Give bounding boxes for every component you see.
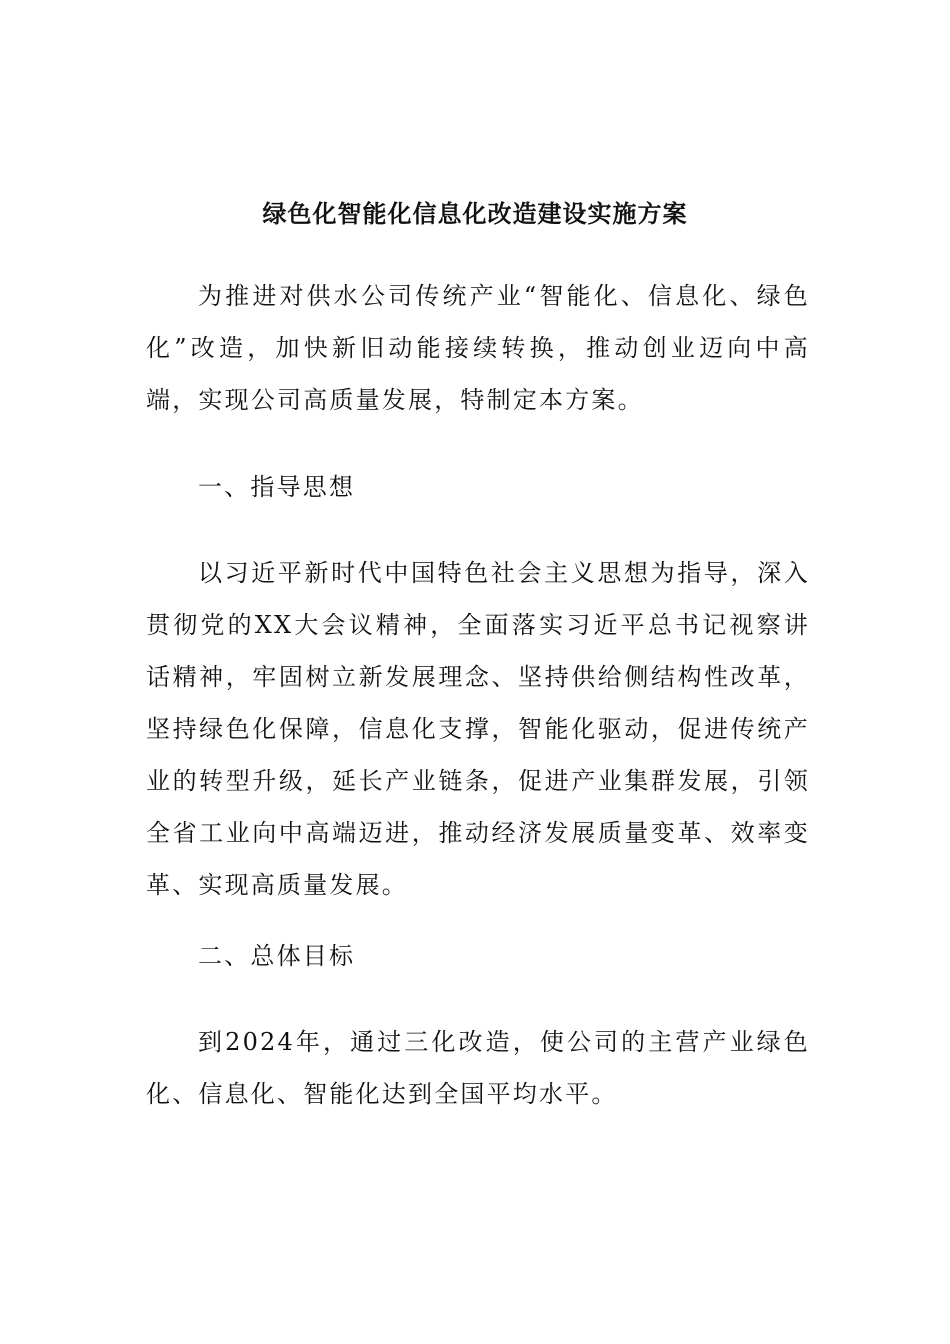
section-heading-overall-goal: 二、总体目标	[198, 942, 356, 970]
section-body-guiding-thought: 以习近平新时代中国特色社会主义思想为指导，深入贯彻党的XX大会议精神，全面落实习近平总书记视察讲话精神，牢固树立新发展理念、坚持供给侧结构性改革，坚持绿色化保障，信息化支撑，智能化驱动，促进传统产业的转型升级，延长产业链条，促进产业集群发展，引领全省工业向中高端迈进，推动经济发展质量变革、效率变革、实现高质量发展。	[146, 559, 810, 899]
document-title: 绿色化智能化信息化改造建设实施方案	[262, 199, 688, 228]
section-heading-guiding-thought: 一、指导思想	[198, 473, 356, 501]
section-body-overall-goal: 到2024年，通过三化改造，使公司的主营产业绿色化、信息化、智能化达到全国平均水平。	[146, 1028, 810, 1108]
intro-paragraph: 为推进对供水公司传统产业“智能化、信息化、绿色化”改造，加快新旧动能接续转换，推动创业迈向中高端，实现公司高质量发展，特制定本方案。	[146, 282, 810, 414]
